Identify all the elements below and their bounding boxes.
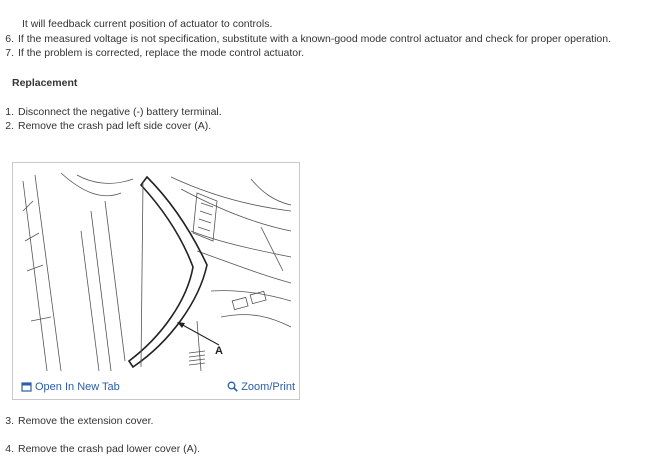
step-1-text: Disconnect the negative (-) battery terminal. [18,106,222,118]
step-2-text: Remove the crash pad left side cover (A). [18,120,212,132]
new-tab-icon [21,381,32,392]
zoom-print-label: Zoom/Print [241,381,295,393]
step-7-number: 7. [5,47,14,59]
step-2 [0,120,211,132]
step-4 [0,443,200,455]
crash-pad-diagram [21,171,293,373]
step-7 [0,47,304,59]
magnifier-icon [227,381,238,392]
feedback-text: It will feedback current position of actuator to controls. [22,18,273,30]
callout-a: A [215,345,223,357]
zoom-print-link[interactable] [227,381,295,393]
figure-toolbar [13,375,299,399]
step-6 [0,33,611,45]
step-1-number: 1. [5,106,14,118]
step-6-text: If the measured voltage is not specification, substitute with a known-good mode control actuator and check for proper operation. [18,33,612,45]
figure-crash-pad-left-side-cover [12,162,300,400]
step-3-text: Remove the extension cover. [18,415,154,427]
step-2-number: 2. [5,120,14,132]
step-7-text: If the problem is corrected, replace the mode control actuator. [18,47,304,59]
step-4-number: 4. [5,443,14,455]
replacement-heading: Replacement [12,77,78,89]
open-in-new-tab-label: Open In New Tab [35,381,120,393]
open-in-new-tab-link[interactable] [21,381,120,393]
step-4-text: Remove the crash pad lower cover (A). [18,443,201,455]
step-3-number: 3. [5,415,14,427]
side-cover-outline [129,177,207,367]
step-6-number: 6. [5,33,14,45]
step-3 [0,415,153,427]
step-1 [0,106,222,118]
